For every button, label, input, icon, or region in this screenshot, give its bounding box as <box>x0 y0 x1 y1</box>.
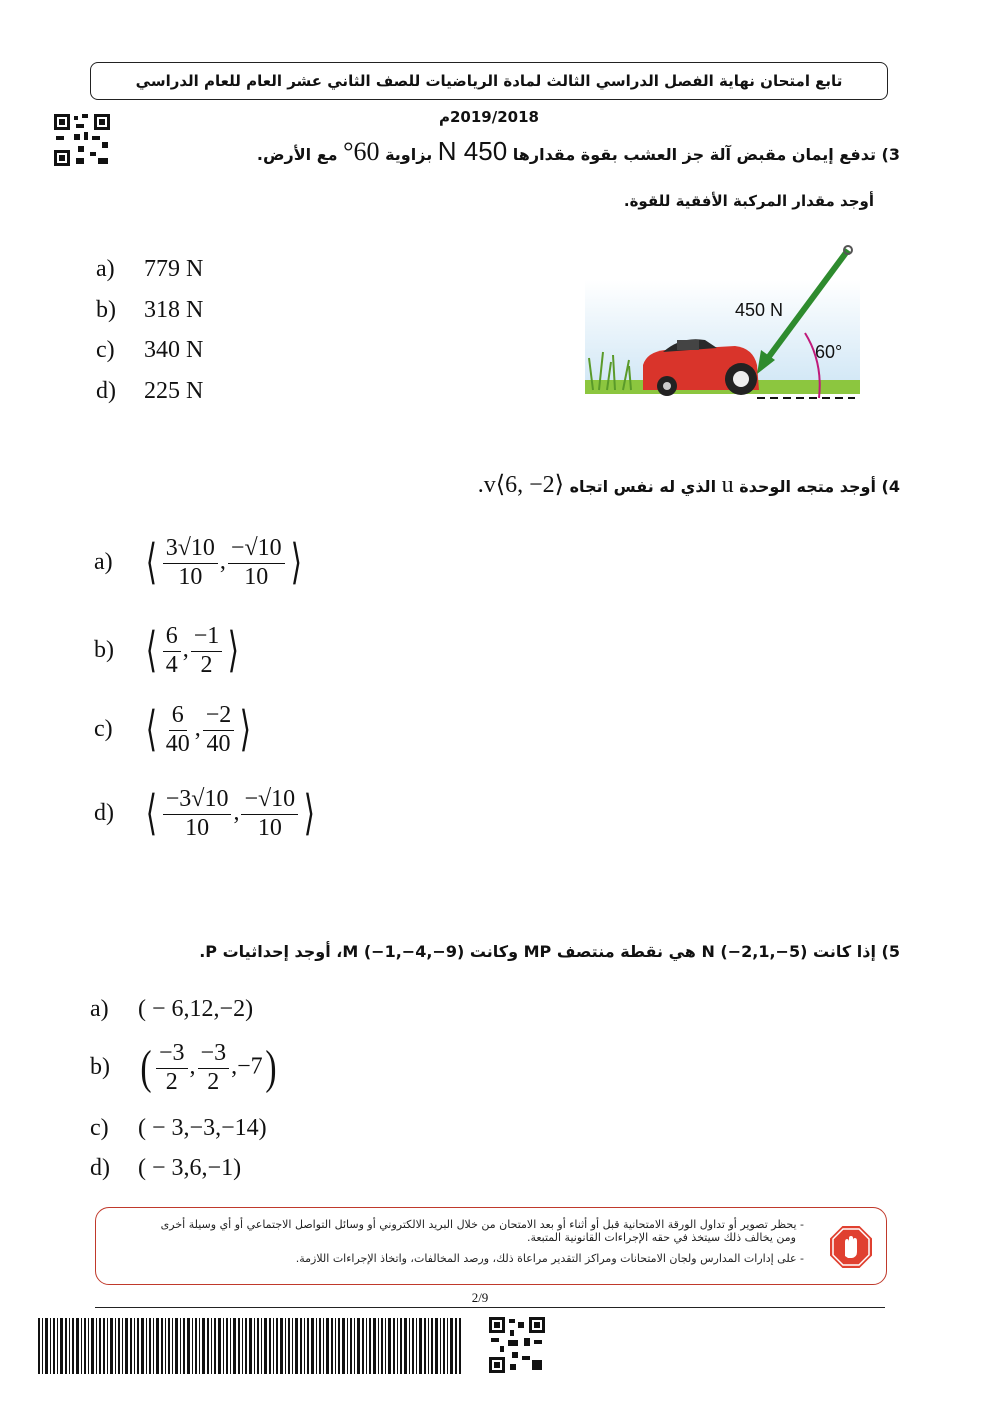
qr-code-bottom-icon <box>488 1316 546 1374</box>
fraction-1 <box>163 786 232 842</box>
right-angle-bracket: ⟩ <box>240 703 252 757</box>
numerator: −2 <box>203 702 235 731</box>
q5-option-a[interactable] <box>90 996 253 1023</box>
option-label: d) <box>96 378 116 404</box>
option-value: 225 N <box>144 378 204 404</box>
numerator: 6 <box>163 623 181 652</box>
option-label: d) <box>94 799 114 826</box>
option-rest: ,−7 <box>231 1053 263 1080</box>
header-box <box>90 62 888 126</box>
option-value: ( − 6,12,−2) <box>138 996 254 1022</box>
left-angle-bracket: ⟨ <box>145 703 157 757</box>
q5-body: إذا كانت N (−2,1,−5) هي نقطة منتصف MP وكانت M (−1,−4,−9)، أوجد إحداثيات P. <box>199 942 876 961</box>
right-angle-bracket: ⟩ <box>290 536 302 590</box>
option-label: b) <box>90 1053 110 1080</box>
left-angle-bracket: ⟨ <box>145 624 157 678</box>
q4-text <box>478 470 900 499</box>
option-value: 779 N <box>144 256 204 282</box>
denominator: 4 <box>165 651 178 678</box>
option-label: b) <box>96 297 116 323</box>
fraction-2 <box>198 1040 230 1096</box>
warning-notice <box>95 1207 887 1285</box>
q4-text-b: الذي له نفس اتجاه <box>569 477 717 496</box>
page-number: 2/9 <box>471 1290 489 1305</box>
q3-text <box>257 136 900 167</box>
option-value: ( − 3,6,−1) <box>138 1155 242 1181</box>
q3-option-d[interactable] <box>96 378 203 405</box>
denominator: 40 <box>165 730 190 757</box>
q3-subtext: أوجد مقدار المركبة الأفقية للقوة. <box>623 192 874 210</box>
q3-text-c: مع الأرض. <box>256 145 338 164</box>
denominator: 40 <box>206 730 231 757</box>
stop-hand-icon <box>828 1224 874 1270</box>
q4-option-c[interactable]: c) ⟨ $\frac{6}{40}$ , $\frac{-2}{40}$ ⟩ <box>94 702 252 757</box>
notice-line-1: - يحظر تصوير أو تداول الورقة الامتحانية قبل أو أثناء أو بعد الامتحان من خلال البريد الالكتروني أو وسائل التواصل الاجتماعي أو أي وسيلة أخرى <box>160 1218 804 1231</box>
q4-text-a: أوجد متجه الوحدة <box>739 477 876 496</box>
q5-option-d[interactable] <box>90 1155 241 1182</box>
right-angle-bracket: ⟩ <box>228 624 240 678</box>
option-label: c) <box>96 337 115 363</box>
denominator: 2 <box>165 1068 178 1095</box>
option-label: a) <box>94 548 113 575</box>
barcode-icon <box>38 1318 462 1374</box>
denominator: 10 <box>178 563 203 590</box>
option-label: a) <box>90 996 109 1022</box>
fraction-2 <box>191 623 223 679</box>
fraction-2 <box>241 786 298 842</box>
q4-option-b[interactable]: b) ⟨ $\frac{6}{4}$ , $\frac{-1}{2}$ ⟩ <box>94 623 240 678</box>
fraction-2 <box>228 535 285 591</box>
numerator: 3√10 <box>163 535 218 564</box>
denominator: 10 <box>257 814 282 841</box>
option-label: d) <box>90 1155 110 1181</box>
denominator: 2 <box>207 1068 220 1095</box>
option-label: c) <box>90 1115 109 1141</box>
denominator: 10 <box>244 563 269 590</box>
q4-u: u <box>721 472 734 498</box>
numerator: 6 <box>169 702 187 731</box>
q3-option-c[interactable] <box>96 337 203 364</box>
option-label: a) <box>96 256 115 282</box>
q3-text-a: تدفع إيمان مقبض آلة جز العشب بقوة مقدارها <box>512 145 876 164</box>
option-value: 340 N <box>144 337 204 363</box>
numerator: −√10 <box>228 535 285 564</box>
numerator: −3 <box>156 1040 188 1069</box>
option-value: ( − 3,−3,−14) <box>138 1115 267 1141</box>
q3-option-a[interactable] <box>96 256 203 283</box>
fraction-1 <box>163 702 193 758</box>
numerator: −√10 <box>241 786 298 815</box>
option-label: c) <box>94 715 113 742</box>
left-angle-bracket: ⟨ <box>145 787 157 841</box>
option-value: 318 N <box>144 297 204 323</box>
figure-force-label: 450 N <box>735 300 784 320</box>
figure-angle-label: 60° <box>815 342 843 362</box>
fraction-2 <box>203 702 235 758</box>
q3-angle: 60° <box>343 137 380 166</box>
q4-number: 4) <box>881 477 900 496</box>
q4-option-d[interactable]: d) ⟨ $\frac{-3√10}{10}$ , $\frac{-√10}{10}$ ⟩ <box>94 786 316 841</box>
notice-line-2: ومن يخالف ذلك سيتخذ في حقه الإجراءات القانونية المتبعة. <box>526 1231 796 1244</box>
q3-number: 3) <box>881 145 900 164</box>
q3-text-b: بزاوية <box>385 145 433 164</box>
right-paren: ) <box>265 1041 277 1095</box>
q5-option-c[interactable] <box>90 1115 267 1142</box>
denominator: 10 <box>185 814 210 841</box>
footer-divider <box>95 1307 885 1308</box>
qr-code-icon <box>52 112 112 168</box>
denominator: 2 <box>200 651 213 678</box>
q5-text <box>199 942 900 961</box>
right-angle-bracket: ⟩ <box>303 787 316 841</box>
q5-number: 5) <box>881 942 900 961</box>
header-title: تابع امتحان نهاية الفصل الدراسي الثالث لمادة الرياضيات للصف الثاني عشر العام للعام الدراسي 2019/2018م <box>135 72 843 126</box>
left-paren: ( <box>140 1041 152 1095</box>
lawn-mower-figure <box>585 240 860 405</box>
q4-option-a[interactable]: a) ⟨ $\frac{3√10}{10}$ , $\frac{-√10}{10}$ ⟩ <box>94 535 302 590</box>
fraction-1 <box>156 1040 188 1096</box>
q3-option-b[interactable] <box>96 297 203 324</box>
left-angle-bracket: ⟨ <box>145 536 157 590</box>
q5-option-b[interactable]: b) ( $\frac{-3}{2}$ , $\frac{-3}{2}$ ,−7) <box>90 1040 277 1095</box>
numerator: −3√10 <box>163 786 232 815</box>
fraction-1 <box>163 623 181 679</box>
numerator: −1 <box>191 623 223 652</box>
q4-vector: v⟨6, −2⟩. <box>477 472 565 498</box>
numerator: −3 <box>198 1040 230 1069</box>
q3-force: 450 N <box>437 136 508 166</box>
notice-line-3: - على إدارات المدارس ولجان الامتحانات ومراكز التقدير مراعاة ذلك، ورصد المخالفات، واتخاذ الإجراءات اللازمة. <box>295 1252 804 1265</box>
fraction-1 <box>163 535 218 591</box>
option-label: b) <box>94 636 114 663</box>
